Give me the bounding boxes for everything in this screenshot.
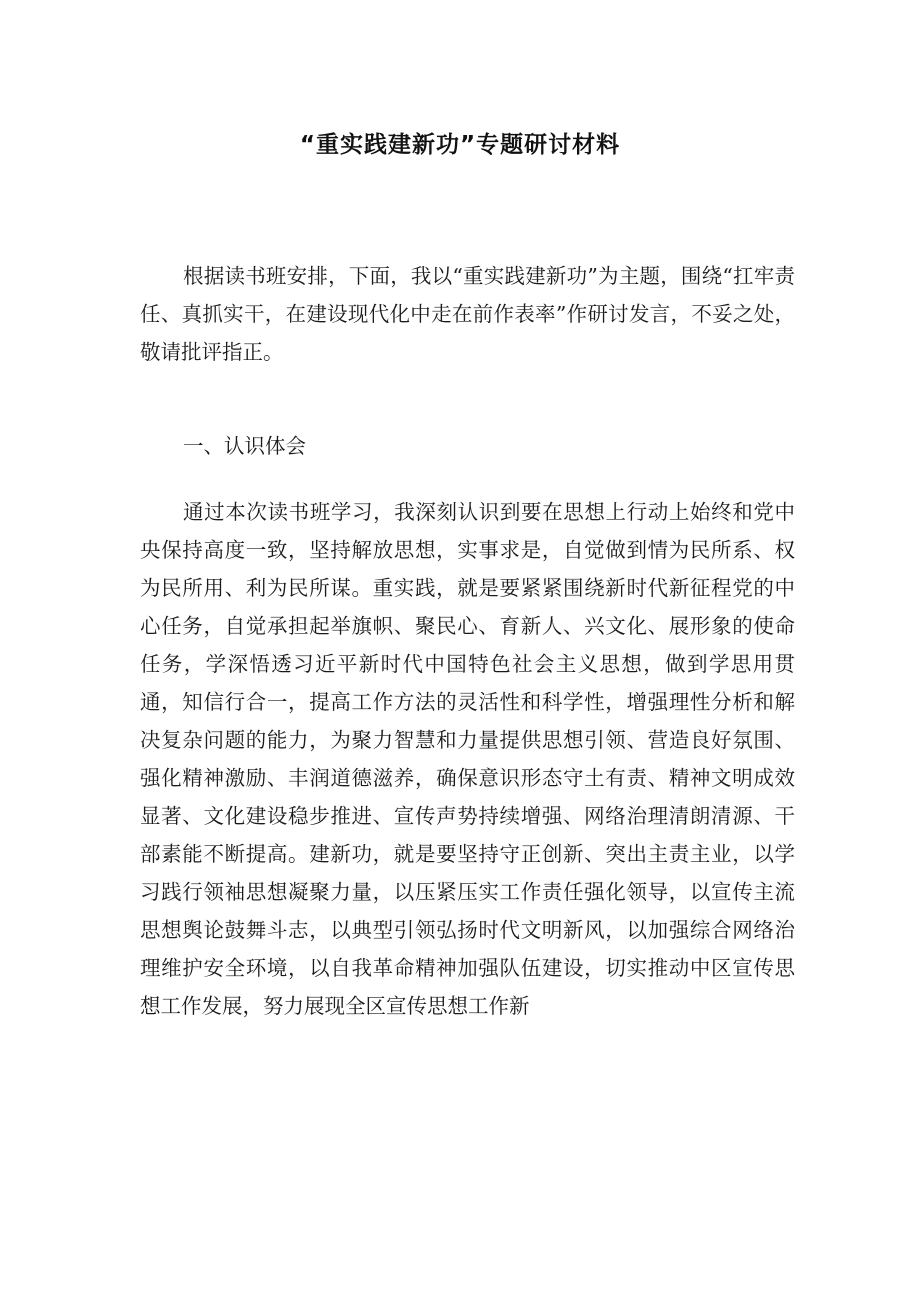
- intro-paragraph: 根据读书班安排，下面，我以“重实践建新功”为主题，围绕“扛牢责任、真抓实干，在建设现代化中走在前作表率”作研讨发言，不妥之处，敬请批评指正。: [140, 264, 795, 364]
- document-title: “重实践建新功”专题研讨材料: [299, 132, 621, 158]
- section-heading: 一、认识体会: [183, 434, 307, 458]
- section-body-paragraph: 通过本次读书班学习，我深刻认识到要在思想上行动上始终和党中央保持高度一致，坚持解放思想，实事求是，自觉做到情为民所系、权为民所用、利为民所谋。重实践，就是要紧紧围绕新时代新征程党的中心任务，自觉承担起举旗帜、聚民心、育新人、兴文化、展形象的使命任务，学深悟透习近平新时代中国特色社会主义思想，做到学思用贯通，知信行合一，提高工作方法的灵活性和科学性，增强理性分析和解决复杂问题的能力，为聚力智慧和力量提供思想引领、营造良好氛围、强化精神激励、丰润道德滋养，确保意识形态守土有责、精神文明成效显著、文化建设稳步推进、宣传声势持续增强、网络治理清朗清源、干部素能不断提高。建新功，就是要坚持守正创新、突出主责主业，以学习践行领袖思想凝聚力量，以压紧压实工作责任强化领导，以宣传主流思想舆论鼓舞斗志，以典型引领弘扬时代文明新风，以加强综合网络治理维护安全环境，以自我革命精神加强队伍建设，切实推动中区宣传思想工作发展，努力展现全区宣传思想工作新: [140, 500, 795, 1018]
